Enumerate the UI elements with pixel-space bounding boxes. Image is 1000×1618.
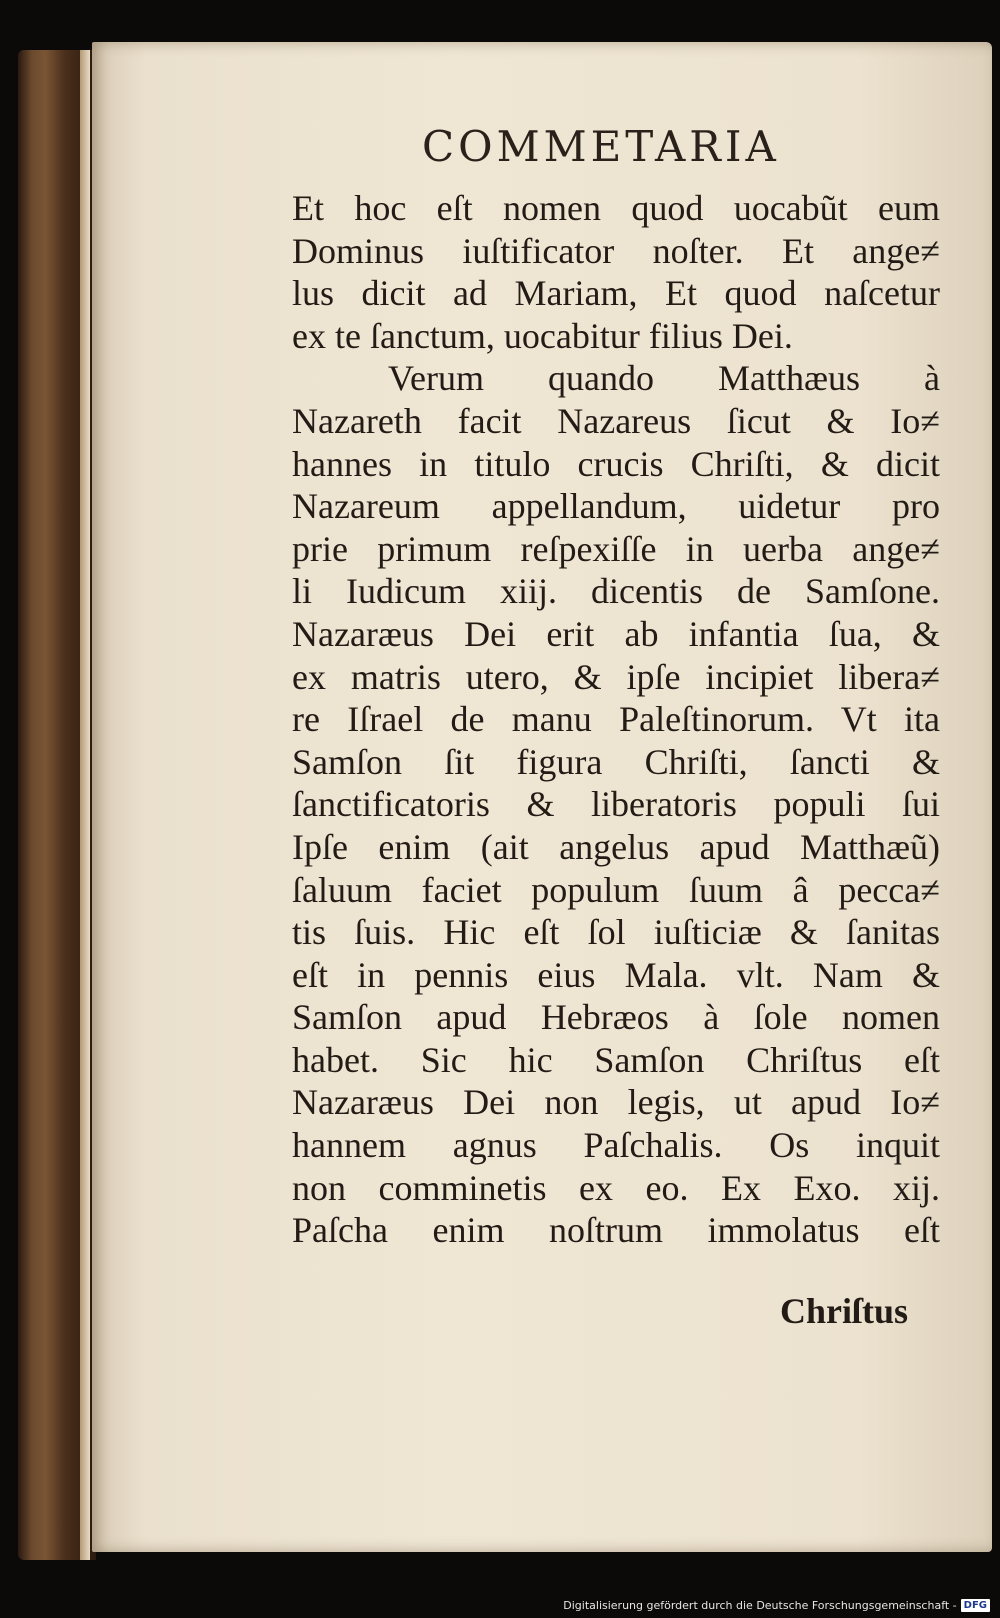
text-line-indented: Verum quando Matthæus à xyxy=(388,358,940,399)
text-line: Dominus iuſtificator noſter. Et ange≠ xyxy=(292,230,940,271)
text-line: ex te ſanctum, uocabitur filius Dei. xyxy=(292,315,793,356)
catchword: Chriſtus xyxy=(780,1291,909,1331)
text-line: Nazaræus Dei erit ab infantia ſua, & xyxy=(292,613,940,654)
text-line: li Iudicum xiij. dicentis de Samſone. xyxy=(292,571,940,612)
text-line: tis ſuis. Hic eſt ſol iuſticiæ & ſanitas xyxy=(292,912,940,953)
text-line: habet. Sic hic Samſon Chriſtus eſt xyxy=(292,1039,940,1080)
text-line: Paſcha enim noſtrum immolatus eſt xyxy=(292,1210,940,1251)
digitization-footer xyxy=(563,1596,990,1614)
text-line: ſanctificatoris & liberatoris populi ſui xyxy=(292,784,940,825)
text-line: hannem agnus Paſchalis. Os inquit xyxy=(292,1125,940,1166)
text-line: Nazareth facit Nazareus ſicut & Io≠ xyxy=(292,400,940,441)
dfg-logo-icon: DFG xyxy=(961,1599,990,1612)
text-line: Samſon ſit figura Chriſti, ſancti & xyxy=(292,741,940,782)
book-edge xyxy=(18,50,96,1560)
text-line: Et hoc eſt nomen quod uocabũt eum xyxy=(292,188,940,228)
text-line: Nazareum appellandum, uidetur pro xyxy=(292,486,940,527)
text-line: ex matris utero, & ipſe incipiet libera≠ xyxy=(292,656,940,697)
text-line: ſaluum faciet populum ſuum â pecca≠ xyxy=(292,869,940,910)
text-block xyxy=(292,187,940,1252)
book-page xyxy=(92,42,992,1552)
text-line: lus dicit ad Mariam, Et quod naſcetur xyxy=(292,273,940,314)
text-line: non comminetis ex eo. Ex Exo. xij. xyxy=(292,1167,940,1208)
text-line: hannes in titulo crucis Chriſti, & dicit xyxy=(292,443,940,484)
funding-credit: Digitalisierung gefördert durch die Deutsche Forschungsgemeinschaft - xyxy=(563,1598,957,1612)
running-head: COMMETARIA xyxy=(422,122,780,171)
text-line: Ipſe enim (ait angelus apud Matthæũ) xyxy=(292,826,940,867)
text-line: eſt in pennis eius Mala. vlt. Nam & xyxy=(292,954,940,995)
text-line: Nazaræus Dei non legis, ut apud Io≠ xyxy=(292,1082,940,1123)
text-line: re Iſrael de manu Paleſtinorum. Vt ita xyxy=(292,699,940,740)
text-line: Samſon apud Hebræos à ſole nomen xyxy=(292,997,940,1038)
text-line: prie primum reſpexiſſe in uerba ange≠ xyxy=(292,528,940,569)
